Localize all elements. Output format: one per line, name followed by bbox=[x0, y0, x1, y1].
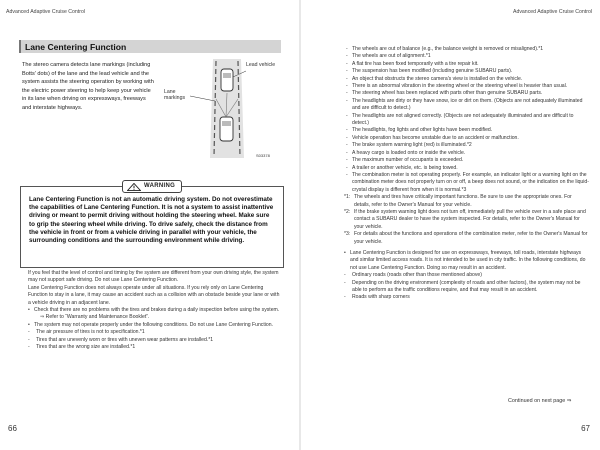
lead-vehicle-icon bbox=[221, 69, 233, 91]
footnote-mark: *1: bbox=[344, 194, 351, 201]
condition-item: - There is an abnormal vibration in the steering wheel or the steering wheel is heavier than usual. bbox=[344, 83, 589, 90]
usage-bullet: • Lane Centering Function is designed for use on expressways, freeways, toll roads, interstate highways and similar limited access roads. It is not intended to be used in city traffic. In the following conditions, do not use Lane Centering Function. Doing so may result in an accident. bbox=[344, 250, 589, 272]
condition-item: - The brake system warning light (red) is illuminated.*2 bbox=[344, 142, 589, 149]
condition-item: - The wheels are out of alignment.*1 bbox=[344, 53, 589, 60]
condition-item: - The maximum number of occupants is exceeded. bbox=[344, 157, 589, 164]
warning-body bbox=[28, 270, 283, 351]
warning-bullet-1-reference: ⇒ Refer to “Warranty and Maintenance Booklet”. bbox=[40, 314, 150, 321]
usage-sub-item: - Depending on the driving environment (complexity of roads and other factors), the system may not be able to perform as the traffic conditions require, and that may result in an accident. bbox=[344, 280, 589, 295]
warning-paragraph-1: If you feel that the level of control and timing by the system are different from your own driving style, the system may not support safe driving. Do not use Lane Centering Function. bbox=[28, 270, 279, 284]
lane-centering-figure bbox=[158, 57, 280, 160]
page-number-left: 66 bbox=[8, 424, 17, 433]
lead-vehicle-label: Lead vehicle bbox=[246, 62, 276, 68]
footnote-text: The wheels and tires have critically important functions. Be sure to use the appropriate ones. For details, refer to the Owner's Manual for your vehicle. bbox=[354, 194, 572, 208]
condition-item: - The wheels are out of balance (e.g., the balance weight is removed or misaligned).*1 bbox=[344, 46, 589, 53]
warning-sub-item: - Tires that are the wrong size are installed.*1 bbox=[28, 344, 283, 351]
condition-item: - An object that obstructs the stereo camera's view is installed on the vehicle. bbox=[344, 76, 589, 83]
continued-on-next-page: Continued on next page ⇒ bbox=[508, 398, 572, 404]
footnote-mark: *3: bbox=[344, 231, 351, 238]
condition-item: - The combination meter is not operating properly. For example, an indicator light or a warning light on the combination meter does not properly turn on or off, a beep does not sound, or the indication on the liquid-crystal display is different from when it is normal.*3 bbox=[344, 172, 589, 194]
warning-triangle-icon bbox=[127, 183, 141, 191]
intro-paragraph: The stereo camera detects lane markings (including Botts' dots) of the lane and the lead vehicle and the system assists the steering operation by working with the electric power steering to help keep your vehicle in its lane when driving on expressways, freeways and interstate highways. bbox=[22, 62, 154, 111]
condition-item: - A flat tire has been fixed temporarily with a tire repair kit. bbox=[344, 61, 589, 68]
footnote bbox=[344, 194, 589, 209]
condition-item: - The headlights are not aligned correctly. (Objects are not adequately illuminated and are difficult to detect.) bbox=[344, 113, 589, 128]
warning-bullet-2: • The system may not operate properly under the following conditions. Do not use Lane Centering Function. bbox=[28, 322, 283, 329]
condition-item: - A heavy cargo is loaded onto or inside the vehicle. bbox=[344, 150, 589, 157]
page-number-right: 67 bbox=[581, 424, 590, 433]
usage-sub-item: - Roads with sharp corners bbox=[344, 294, 589, 301]
condition-item: - The headlights, fog lights and other lights have been modified. bbox=[344, 127, 589, 134]
condition-item: - The suspension has been modified (including genuine SUBARU parts). bbox=[344, 68, 589, 75]
lead-vehicle-window bbox=[223, 73, 231, 78]
warning-bold-text: Lane Centering Function is not an automatic driving system. Do not overestimate the capabilities of Lane Centering Function. It is not a system to assist inattentive driving or meant to permit driving without holding the steering wheel. Make sure to grip the steering wheel while driving. To drive safely, check the distance from the vehicle in front or from a vehicle driving in parallel with your vehicle, the surrounding conditions and the surrounding environment while driving. bbox=[29, 196, 274, 245]
warning-label: WARNING bbox=[144, 183, 176, 189]
warning-bullet-1: • Check that there are no problems with the tires and brakes during a daily inspection before using the system. bbox=[28, 307, 283, 314]
condition-item: - The headlights are dirty or they have snow, ice or dirt on them. (Objects are not adequately illuminated and are difficult to detect.) bbox=[344, 98, 589, 113]
footnote bbox=[344, 231, 589, 246]
lane-markings-label: Lane markings bbox=[164, 89, 186, 101]
condition-item: - A trailer or another vehicle, etc. is being towed. bbox=[344, 165, 589, 172]
warning-sub-item: - Tires that are unevenly worn or tires with uneven wear patterns are installed.*1 bbox=[28, 337, 283, 344]
own-vehicle-window bbox=[222, 121, 231, 126]
running-head-left: Advanced Adaptive Cruise Control bbox=[6, 9, 86, 15]
figure-code: S03378 bbox=[256, 153, 270, 158]
condition-item: - The steering wheel has been replaced with parts other than genuine SUBARU parts. bbox=[344, 90, 589, 97]
warning-box bbox=[20, 183, 284, 268]
right-page bbox=[300, 0, 600, 450]
warning-sub-item: - The air pressure of tires is not to specification.*1 bbox=[28, 329, 283, 336]
warning-header bbox=[122, 180, 182, 193]
warning-paragraph-2: Lane Centering Function does not always operate under all situations. If you rely only on Lane Centering Function to stay in a lane, it may cause an accident such as a collision with an obstacle beside your lane or with a vehicle driving in an adjacent lane. bbox=[28, 284, 280, 306]
usage-sub-item: - Ordinary roads (roads other than those mentioned above) bbox=[344, 272, 589, 279]
section-title: Lane Centering Function bbox=[25, 41, 127, 52]
own-vehicle-icon bbox=[220, 117, 233, 141]
footnote-mark: *2: bbox=[344, 208, 351, 215]
right-column bbox=[344, 46, 589, 302]
road-illustration bbox=[158, 57, 280, 160]
section-title-bar bbox=[19, 40, 281, 53]
running-head-right: Advanced Adaptive Cruise Control bbox=[512, 9, 592, 15]
lane-markings-leader bbox=[190, 96, 215, 101]
condition-item: - Vehicle operation has become unstable due to an accident or malfunction. bbox=[344, 135, 589, 142]
footnote-text: For details about the functions and operations of the combination meter, refer to the Owner's Manual for your vehicle. bbox=[354, 231, 588, 245]
footnote-text: If the brake system warning light does not turn off, immediately pull the vehicle over in a safe place and contact a SUBARU dealer to have the system inspected. For details, refer to the Owner's Manual for your vehicle. bbox=[354, 208, 586, 230]
footnote bbox=[344, 209, 589, 231]
